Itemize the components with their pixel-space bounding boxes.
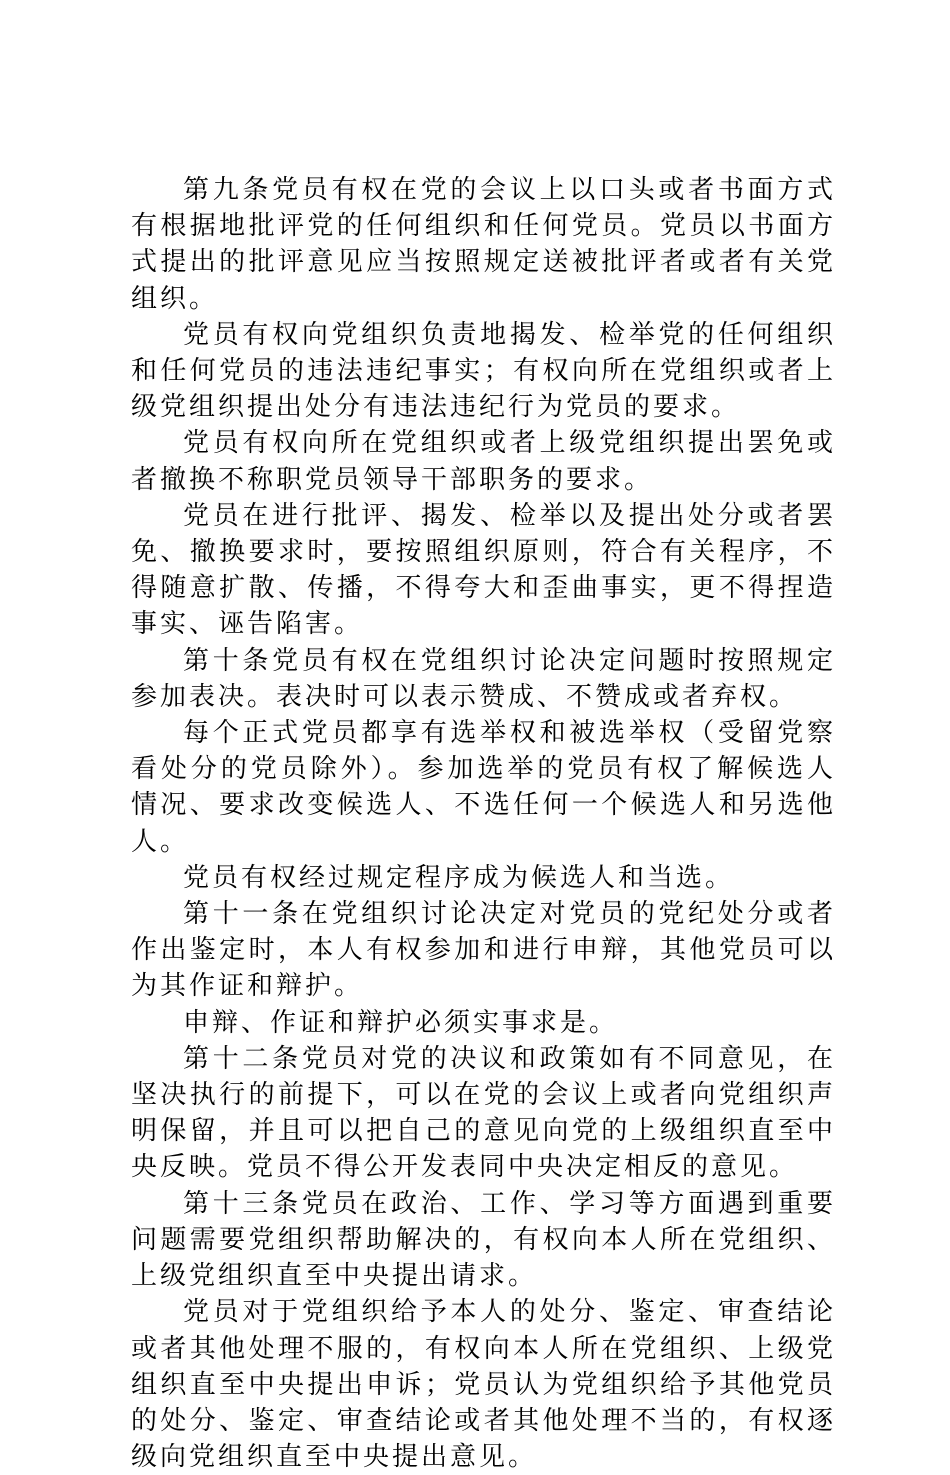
paragraph-article-9: 第九条党员有权在党的会议上以口头或者书面方式有根据地批评党的任何组织和任何党员。党员以书面方式提出的批评意见应当按照规定送被批评者或者有关党组织。 — [131, 175, 836, 314]
paragraph-organizational-principles: 党员在进行批评、揭发、检举以及提出处分或者罢免、撤换要求时，要按照组织原则，符合有关程序，不得随意扩散、传播，不得夸大和歪曲事实，更不得捏造事实、诬告陷害。 — [131, 500, 836, 640]
paragraph-article-12: 第十二条党员对党的决议和政策如有不同意见，在坚决执行的前提下，可以在党的会议上或者向党组织声明保留，并且可以把自己的意见向党的上级组织直至中央反映。党员不得公开发表同中央决定相反的意见。 — [131, 1043, 836, 1183]
paragraph-article-11: 第十一条在党组织讨论决定对党员的党纪处分或者作出鉴定时，本人有权参加和进行申辩，其他党员可以为其作证和辩护。 — [131, 899, 836, 1002]
paragraph-truthfulness: 申辩、作证和辩护必须实事求是。 — [183, 1007, 619, 1038]
paragraph-election-rights: 每个正式党员都享有选举权和被选举权（受留党察看处分的党员除外）。参加选举的党员有权了解候选人情况、要求改变候选人、不选任何一个候选人和另选他人。 — [131, 718, 836, 857]
paragraph-candidacy: 党员有权经过规定程序成为候选人和当选。 — [183, 862, 735, 893]
paragraph-appeals: 党员对于党组织给予本人的处分、鉴定、审查结论或者其他处理不服的，有权向本人所在党组织、上级党组织直至中央提出申诉；党员认为党组织给予其他党员的处分、鉴定、审查结论或者其他处理不当的，有权逐级向党组织直至中央提出意见。 — [131, 1297, 836, 1473]
paragraph-article-10: 第十条党员有权在党组织讨论决定问题时按照规定参加表决。表决时可以表示赞成、不赞成或者弃权。 — [131, 645, 836, 712]
paragraph-report-violations: 党员有权向党组织负责地揭发、检举党的任何组织和任何党员的违法违纪事实；有权向所在党组织或者上级党组织提出处分有违法违纪行为党员的要求。 — [131, 319, 836, 423]
document-body — [131, 172, 836, 1475]
paragraph-article-13: 第十三条党员在政治、工作、学习等方面遇到重要问题需要党组织帮助解决的，有权向本人所在党组织、上级党组织直至中央提出请求。 — [131, 1188, 836, 1292]
paragraph-request-dismissal: 党员有权向所在党组织或者上级党组织提出罢免或者撤换不称职党员领导干部职务的要求。 — [131, 428, 836, 495]
